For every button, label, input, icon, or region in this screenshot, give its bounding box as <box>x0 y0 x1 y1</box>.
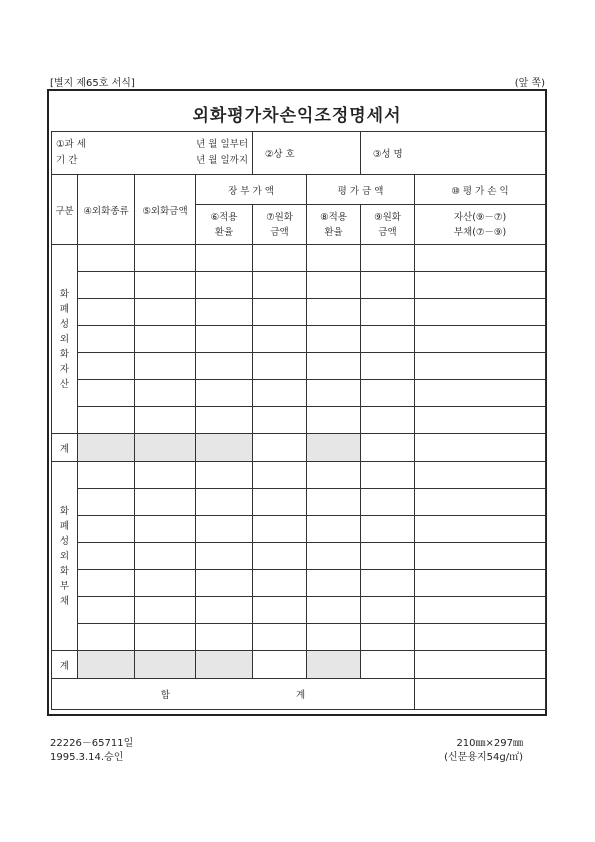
cell[interactable] <box>415 516 546 543</box>
cell[interactable] <box>253 326 307 353</box>
approval-date: 1995.3.14.승인 <box>50 752 124 763</box>
name-label: ③성 명 <box>361 132 415 175</box>
cell[interactable] <box>361 353 415 380</box>
asset-row <box>52 245 546 272</box>
cell[interactable] <box>196 516 253 543</box>
cell[interactable] <box>361 543 415 570</box>
cell[interactable] <box>78 326 135 353</box>
liabilities-label-char: 채 <box>59 595 70 607</box>
cell[interactable] <box>196 570 253 597</box>
cell[interactable] <box>253 543 307 570</box>
cell[interactable] <box>78 624 135 651</box>
cell[interactable] <box>253 299 307 326</box>
cell[interactable] <box>78 245 135 272</box>
cell[interactable] <box>78 489 135 516</box>
cell[interactable] <box>196 245 253 272</box>
liabilities-label-char: 성 <box>59 535 70 547</box>
col-applied-rate-6-b: 환율 <box>214 226 234 238</box>
cell[interactable] <box>307 597 361 624</box>
cell[interactable] <box>78 407 135 434</box>
col-eval-amount: 평 가 금 액 <box>307 175 415 205</box>
cell[interactable] <box>361 651 415 679</box>
cell[interactable] <box>361 407 415 434</box>
col-won-amount-7: ⑦원화 <box>266 211 293 223</box>
cell[interactable] <box>253 624 307 651</box>
period-label-1: ①과 세 <box>56 139 86 150</box>
info-row <box>52 132 546 175</box>
assets-label-char: 산 <box>59 378 70 390</box>
grand-total-row <box>52 679 546 710</box>
cell[interactable] <box>253 570 307 597</box>
cell[interactable] <box>361 326 415 353</box>
asset-row <box>52 299 546 326</box>
cell[interactable] <box>135 543 196 570</box>
liability-row <box>52 597 546 624</box>
period-from: 년 월 일부터 <box>196 139 249 150</box>
cell[interactable] <box>415 434 546 462</box>
liability-row <box>52 462 546 489</box>
cell[interactable] <box>361 299 415 326</box>
cell[interactable] <box>135 299 196 326</box>
cell[interactable] <box>361 272 415 299</box>
col-applied-rate-8: ⑧적용 <box>320 211 347 223</box>
cell[interactable] <box>361 462 415 489</box>
liabilities-label-char: 부 <box>59 580 70 592</box>
cell[interactable] <box>415 380 546 407</box>
assets-label-char: 자 <box>59 363 70 375</box>
cell[interactable] <box>196 380 253 407</box>
cell[interactable] <box>78 570 135 597</box>
assets-label-char: 폐 <box>59 303 70 315</box>
col-eval-gain-loss: ⑩ 평 가 손 익 <box>415 175 546 205</box>
cell[interactable] <box>415 489 546 516</box>
cell[interactable] <box>135 624 196 651</box>
cell[interactable] <box>253 489 307 516</box>
grand-total-char-2: 계 <box>296 690 306 701</box>
cell[interactable] <box>78 353 135 380</box>
cell[interactable] <box>307 245 361 272</box>
col-applied-rate-6: ⑥적용 <box>210 211 238 223</box>
cell[interactable] <box>253 462 307 489</box>
shaded-cell <box>196 434 253 462</box>
cell[interactable] <box>307 624 361 651</box>
paper-spec: (신문용지54g/㎡) <box>444 752 523 763</box>
liabilities-label-char: 폐 <box>59 520 70 532</box>
cell[interactable] <box>196 462 253 489</box>
grand-total-char-1: 합 <box>160 690 170 701</box>
cell[interactable] <box>307 272 361 299</box>
cell[interactable] <box>307 299 361 326</box>
col-category: 구분 <box>52 175 78 245</box>
cell[interactable] <box>415 245 546 272</box>
col-won-amount-9: ⑨원화 <box>374 211 401 223</box>
grand-total-label <box>52 679 415 710</box>
cell[interactable] <box>415 651 546 679</box>
assets-label-char: 외 <box>59 333 70 345</box>
company-field[interactable] <box>307 132 361 175</box>
cell[interactable] <box>361 624 415 651</box>
liabilities-subtotal-row <box>52 651 546 679</box>
cell[interactable] <box>307 516 361 543</box>
cell[interactable] <box>307 462 361 489</box>
cell[interactable] <box>361 570 415 597</box>
shaded-cell <box>78 434 135 462</box>
col-currency-amount: ⑤외화금액 <box>135 175 196 245</box>
col-liability-formula: 부채(⑦－⑨) <box>453 226 507 238</box>
col-asset-formula: 자산(⑨－⑦) <box>453 211 507 223</box>
cell[interactable] <box>135 326 196 353</box>
cell[interactable] <box>253 434 307 462</box>
cell[interactable] <box>196 326 253 353</box>
cell[interactable] <box>253 651 307 679</box>
form-number: [별지 제65호 서식] <box>50 78 135 89</box>
cell[interactable] <box>361 245 415 272</box>
liabilities-label-char: 외 <box>59 550 70 562</box>
cell[interactable] <box>415 597 546 624</box>
cell[interactable] <box>78 462 135 489</box>
cell[interactable] <box>307 380 361 407</box>
form-title: 외화평가차손익조정명세서 <box>192 106 402 126</box>
cell[interactable] <box>135 462 196 489</box>
asset-row <box>52 326 546 353</box>
cell[interactable] <box>361 380 415 407</box>
cell[interactable] <box>78 272 135 299</box>
shaded-cell <box>307 434 361 462</box>
cell[interactable] <box>253 597 307 624</box>
cell[interactable] <box>415 624 546 651</box>
liability-row <box>52 489 546 516</box>
cell[interactable] <box>135 407 196 434</box>
cell[interactable] <box>196 489 253 516</box>
cell[interactable] <box>78 543 135 570</box>
shaded-cell <box>78 651 135 679</box>
cell[interactable] <box>361 434 415 462</box>
shaded-cell <box>135 651 196 679</box>
cell[interactable] <box>78 299 135 326</box>
page-side: (앞 쪽) <box>514 78 545 89</box>
asset-row <box>52 380 546 407</box>
liabilities-subtotal-label: 계 <box>52 651 78 679</box>
cell[interactable] <box>135 570 196 597</box>
cell[interactable] <box>135 353 196 380</box>
liabilities-label-char: 화 <box>59 565 70 577</box>
cell[interactable] <box>196 353 253 380</box>
cell[interactable] <box>135 489 196 516</box>
cell[interactable] <box>196 597 253 624</box>
company-label: ②상 호 <box>253 132 307 175</box>
cell[interactable] <box>307 489 361 516</box>
cell[interactable] <box>135 380 196 407</box>
cell[interactable] <box>307 353 361 380</box>
liability-row <box>52 543 546 570</box>
asset-row <box>52 407 546 434</box>
cell[interactable] <box>361 597 415 624</box>
cell[interactable] <box>253 407 307 434</box>
cell[interactable] <box>415 299 546 326</box>
cell[interactable] <box>307 570 361 597</box>
liability-row <box>52 624 546 651</box>
cell[interactable] <box>196 624 253 651</box>
cell[interactable] <box>253 380 307 407</box>
cell[interactable] <box>307 326 361 353</box>
cell[interactable] <box>78 380 135 407</box>
asset-row <box>52 353 546 380</box>
cell[interactable] <box>196 407 253 434</box>
cell[interactable] <box>253 272 307 299</box>
form-code: 22226－65711일 <box>50 738 134 749</box>
cell[interactable] <box>135 272 196 299</box>
cell[interactable] <box>415 570 546 597</box>
cell[interactable] <box>415 326 546 353</box>
cell[interactable] <box>196 272 253 299</box>
assets-label-char: 성 <box>59 318 70 330</box>
paper-size: 210㎜×297㎜ <box>456 738 523 749</box>
asset-row <box>52 272 546 299</box>
cell[interactable] <box>135 597 196 624</box>
cell[interactable] <box>78 516 135 543</box>
cell[interactable] <box>78 597 135 624</box>
col-won-amount-7-b: 금액 <box>270 226 289 238</box>
period-label-2: 기 간 <box>56 155 78 166</box>
cell[interactable] <box>135 245 196 272</box>
cell[interactable] <box>253 516 307 543</box>
col-won-amount-9-b: 금액 <box>378 226 397 238</box>
col-book-value: 장 부 가 액 <box>196 175 307 205</box>
cell[interactable] <box>196 299 253 326</box>
cell[interactable] <box>361 516 415 543</box>
cell[interactable] <box>135 516 196 543</box>
cell[interactable] <box>253 353 307 380</box>
cell[interactable] <box>307 543 361 570</box>
assets-subtotal-label: 계 <box>52 434 78 462</box>
cell[interactable] <box>415 462 546 489</box>
form-frame <box>47 89 547 716</box>
liabilities-label-char: 화 <box>59 505 70 517</box>
cell[interactable] <box>307 407 361 434</box>
name-field[interactable] <box>415 132 546 175</box>
assets-label-char: 화 <box>59 348 70 360</box>
period-to: 년 월 일까지 <box>196 155 249 166</box>
shaded-cell <box>307 651 361 679</box>
cell[interactable] <box>415 407 546 434</box>
statement-table <box>51 131 546 710</box>
cell[interactable] <box>415 272 546 299</box>
liability-row <box>52 516 546 543</box>
col-applied-rate-8-b: 환율 <box>324 226 343 238</box>
col-currency-type: ④외화종류 <box>78 175 135 245</box>
assets-label-char: 화 <box>59 288 70 300</box>
cell[interactable] <box>196 543 253 570</box>
cell[interactable] <box>361 489 415 516</box>
assets-section-label <box>52 245 78 434</box>
assets-subtotal-row <box>52 434 546 462</box>
shaded-cell <box>135 434 196 462</box>
liability-row <box>52 570 546 597</box>
grand-total-value[interactable] <box>415 679 546 710</box>
cell[interactable] <box>253 245 307 272</box>
cell[interactable] <box>415 353 546 380</box>
shaded-cell <box>196 651 253 679</box>
liabilities-section-label <box>52 462 78 651</box>
cell[interactable] <box>415 543 546 570</box>
